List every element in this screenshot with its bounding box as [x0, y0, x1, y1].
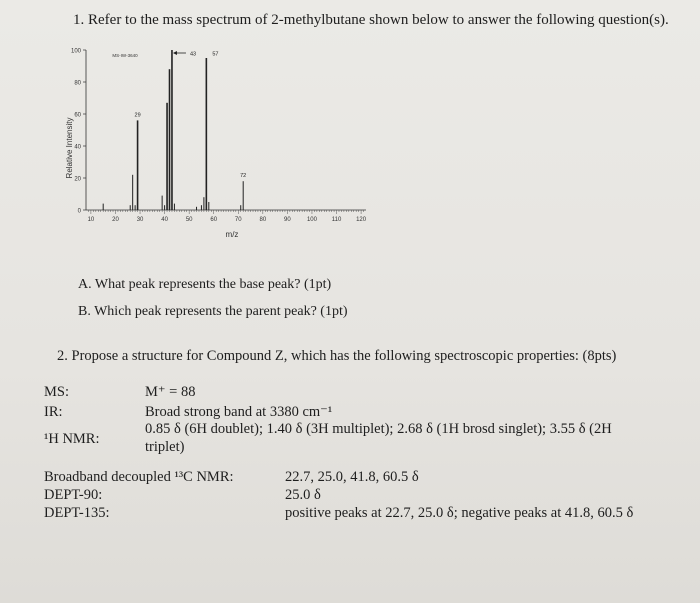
y-axis-label: Relative Intensity: [65, 117, 74, 179]
plot-area: [71, 49, 367, 224]
question-1-text: 1. Refer to the mass spectrum of 2-methylbutane shown below to answer the following question(s).: [73, 12, 669, 28]
dept135-label: DEPT-135:: [44, 505, 110, 521]
mass-spectrum-chart: [60, 36, 380, 246]
annotation-57: 57: [212, 51, 219, 58]
cnmr-label: Broadband decoupled ¹³C NMR:: [44, 469, 234, 485]
dept90-label: DEPT-90:: [44, 487, 103, 503]
peak-mz-27: [132, 175, 133, 210]
peak-mz-43: [171, 50, 173, 210]
annotation-29: 29: [134, 112, 141, 119]
x-tick-label: 30: [136, 217, 144, 223]
question-2-text: 2. Propose a structure for Compound Z, which has the following spectroscopic properties: (8pts): [57, 348, 617, 364]
x-tick-label: 50: [185, 217, 193, 223]
x-tick-label: 70: [234, 217, 242, 223]
y-tick-label: 80: [74, 80, 81, 87]
x-tick-label: 100: [306, 217, 317, 223]
question-1a: A. What peak represents the base peak? (1pt): [78, 277, 332, 292]
peak-mz-29: [137, 120, 139, 210]
peak-mz-40: [164, 205, 165, 210]
peak-mz-71: [240, 205, 241, 210]
peak-mz-41: [166, 103, 168, 210]
peak-mz-56: [203, 197, 204, 210]
peak-mz-15: [103, 204, 104, 210]
dept90-value: 25.0 δ: [285, 487, 321, 503]
arrow-43-head: [173, 51, 177, 55]
peak-mz-72: [243, 181, 244, 210]
x-tick-label: 120: [356, 217, 367, 223]
dept135-value: positive peaks at 22.7, 25.0 δ; negative peaks at 41.8, 60.5 δ: [285, 505, 634, 521]
peak-mz-28: [135, 205, 136, 210]
x-tick-label: 110: [331, 217, 342, 223]
x-tick-label: 40: [161, 217, 168, 223]
cnmr-value: 22.7, 25.0, 41.8, 60.5 δ: [285, 469, 419, 485]
y-tick-label: 40: [74, 144, 81, 151]
annotation-43: 43: [189, 51, 197, 58]
hnmr-value-line1: 0.85 δ (6H doublet); 1.40 δ (3H multiplet); 2.68 δ (1H brosd singlet); 3.55 δ (2H: [145, 421, 612, 437]
y-tick-label: 0: [77, 208, 81, 215]
ir-label: IR:: [44, 404, 63, 420]
y-tick-label: 60: [74, 112, 81, 119]
x-tick-label: 80: [259, 217, 267, 223]
spectrum-header-label: MS-IW-3640: [112, 53, 138, 58]
x-tick-label: 10: [87, 217, 95, 223]
hnmr-label: ¹H NMR:: [44, 431, 100, 447]
ir-value: Broad strong band at 3380 cm⁻¹: [145, 404, 333, 420]
peak-mz-57: [206, 58, 208, 210]
x-tick-label: 90: [284, 217, 291, 223]
x-tick-label: 20: [112, 217, 119, 223]
peak-mz-58: [208, 202, 209, 210]
ms-value: M⁺ = 88: [145, 384, 196, 400]
peak-mz-42: [169, 69, 171, 210]
ms-label: MS:: [44, 384, 69, 400]
question-1b: B. Which peak represents the parent peak? (1pt): [78, 304, 348, 319]
peak-mz-39: [162, 196, 163, 210]
peak-mz-55: [201, 205, 202, 210]
x-axis-label: m/z: [225, 230, 239, 239]
x-tick-label: 60: [210, 217, 218, 223]
hnmr-value-line2: triplet): [145, 439, 185, 455]
peak-mz-53: [196, 207, 197, 210]
peak-mz-44: [174, 204, 175, 210]
y-tick-label: 20: [74, 176, 81, 183]
y-tick-label: 100: [70, 48, 81, 55]
annotation-72: 72: [240, 173, 247, 180]
peak-mz-26: [130, 205, 131, 210]
